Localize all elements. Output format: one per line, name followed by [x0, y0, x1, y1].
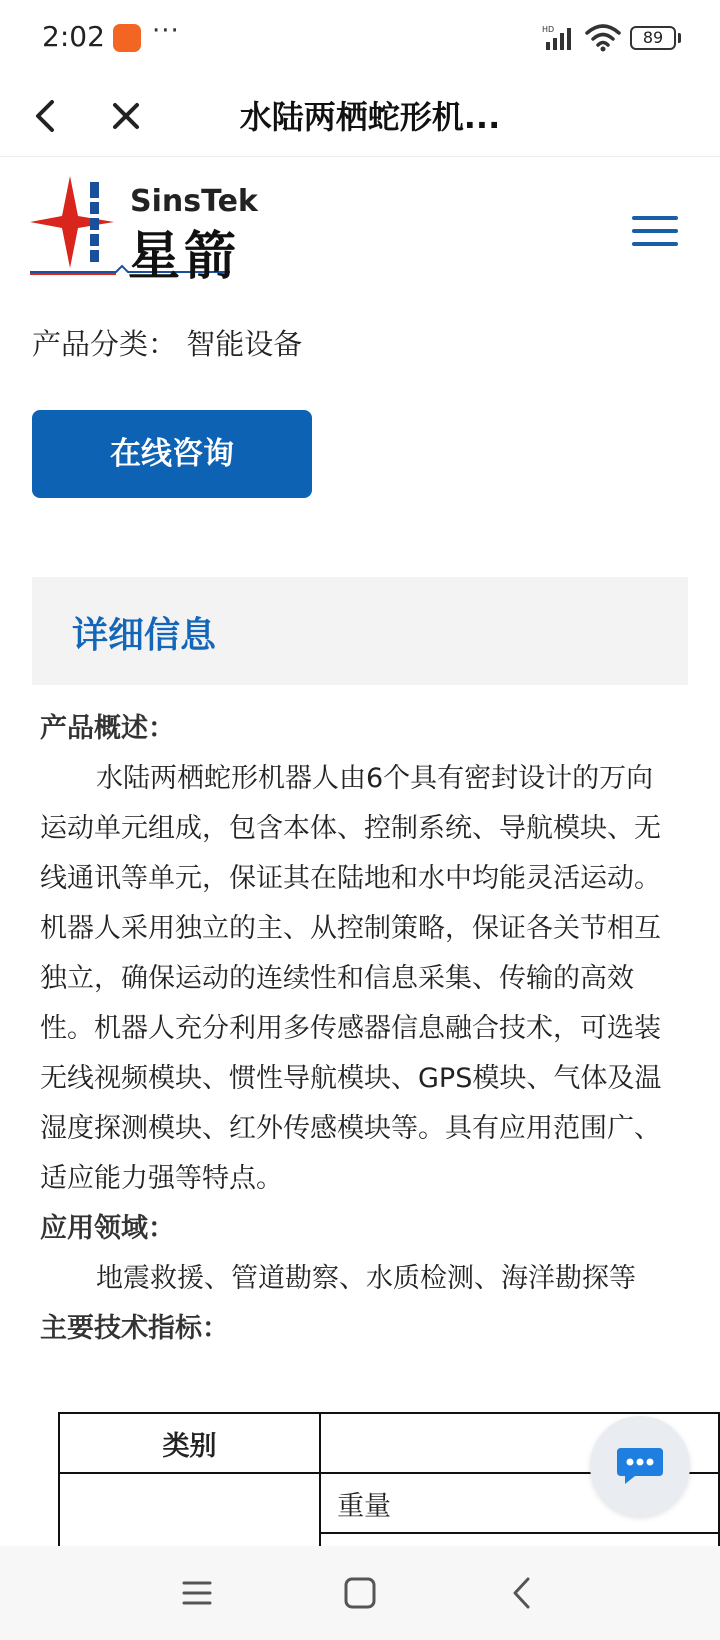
- details-title: 详细信息: [72, 615, 217, 656]
- chat-bubble-icon: [615, 1444, 665, 1488]
- online-consult-button[interactable]: 在线咨询: [32, 410, 312, 498]
- hamburger-menu-icon[interactable]: [632, 216, 678, 256]
- back-arrow-icon[interactable]: [20, 90, 72, 142]
- status-more-icon: ···: [152, 16, 180, 46]
- app-notification-icon: [113, 24, 141, 52]
- specs-label: 主要技术指标：: [40, 1313, 229, 1344]
- network-type-label: HD: [542, 25, 555, 34]
- wifi-icon: [585, 22, 621, 52]
- home-icon[interactable]: [337, 1570, 383, 1616]
- status-time: 2:02: [42, 20, 105, 53]
- page-title: 水陆两栖蛇形机...: [239, 98, 501, 136]
- category-value: 智能设备: [186, 327, 303, 361]
- table-cell-weight: 重量: [320, 1473, 719, 1533]
- close-icon[interactable]: [100, 90, 152, 142]
- battery-tip: [678, 33, 681, 43]
- details-header: [32, 577, 688, 685]
- signal-icon: [542, 24, 578, 52]
- battery-indicator: 89: [630, 26, 676, 50]
- overview-label: 产品概述：: [40, 713, 175, 744]
- logo-brand-en: SinsTek: [130, 184, 258, 219]
- system-back-icon[interactable]: [500, 1570, 546, 1616]
- logo-brand-cn: 星箭: [128, 227, 241, 287]
- recent-apps-icon[interactable]: [174, 1570, 220, 1616]
- application-label: 应用领域：: [40, 1213, 175, 1244]
- company-logo[interactable]: [30, 176, 258, 288]
- product-description: [40, 704, 680, 1354]
- category-label: 产品分类：: [32, 327, 178, 361]
- chat-button[interactable]: [590, 1416, 690, 1516]
- system-nav-bar: [0, 1546, 720, 1640]
- table-header-category: 类别: [59, 1413, 320, 1473]
- status-bar: [0, 0, 720, 76]
- product-category: [32, 322, 302, 363]
- overview-text: 水陆两栖蛇形机器人由6个具有密封设计的万向运动单元组成，包含本体、控制系统、导航模块、无线通讯等单元，保证其在陆地和水中均能灵活运动。机器人采用独立的主、从控制策略，保证各关节相互独立，确保运动的连续性和信息采集、传输的高效性。机器人充分利用多传感器信息融合技术，可选装无线视频模块、惯性导航模块、GPS模块、气体及温湿度探测模块、红外传感模块等。具有应用范围广、适应能力强等特点。: [40, 763, 662, 1194]
- application-text: 地震救援、管道勘察、水质检测、海洋勘探等: [96, 1263, 636, 1294]
- nav-bar: [0, 76, 720, 157]
